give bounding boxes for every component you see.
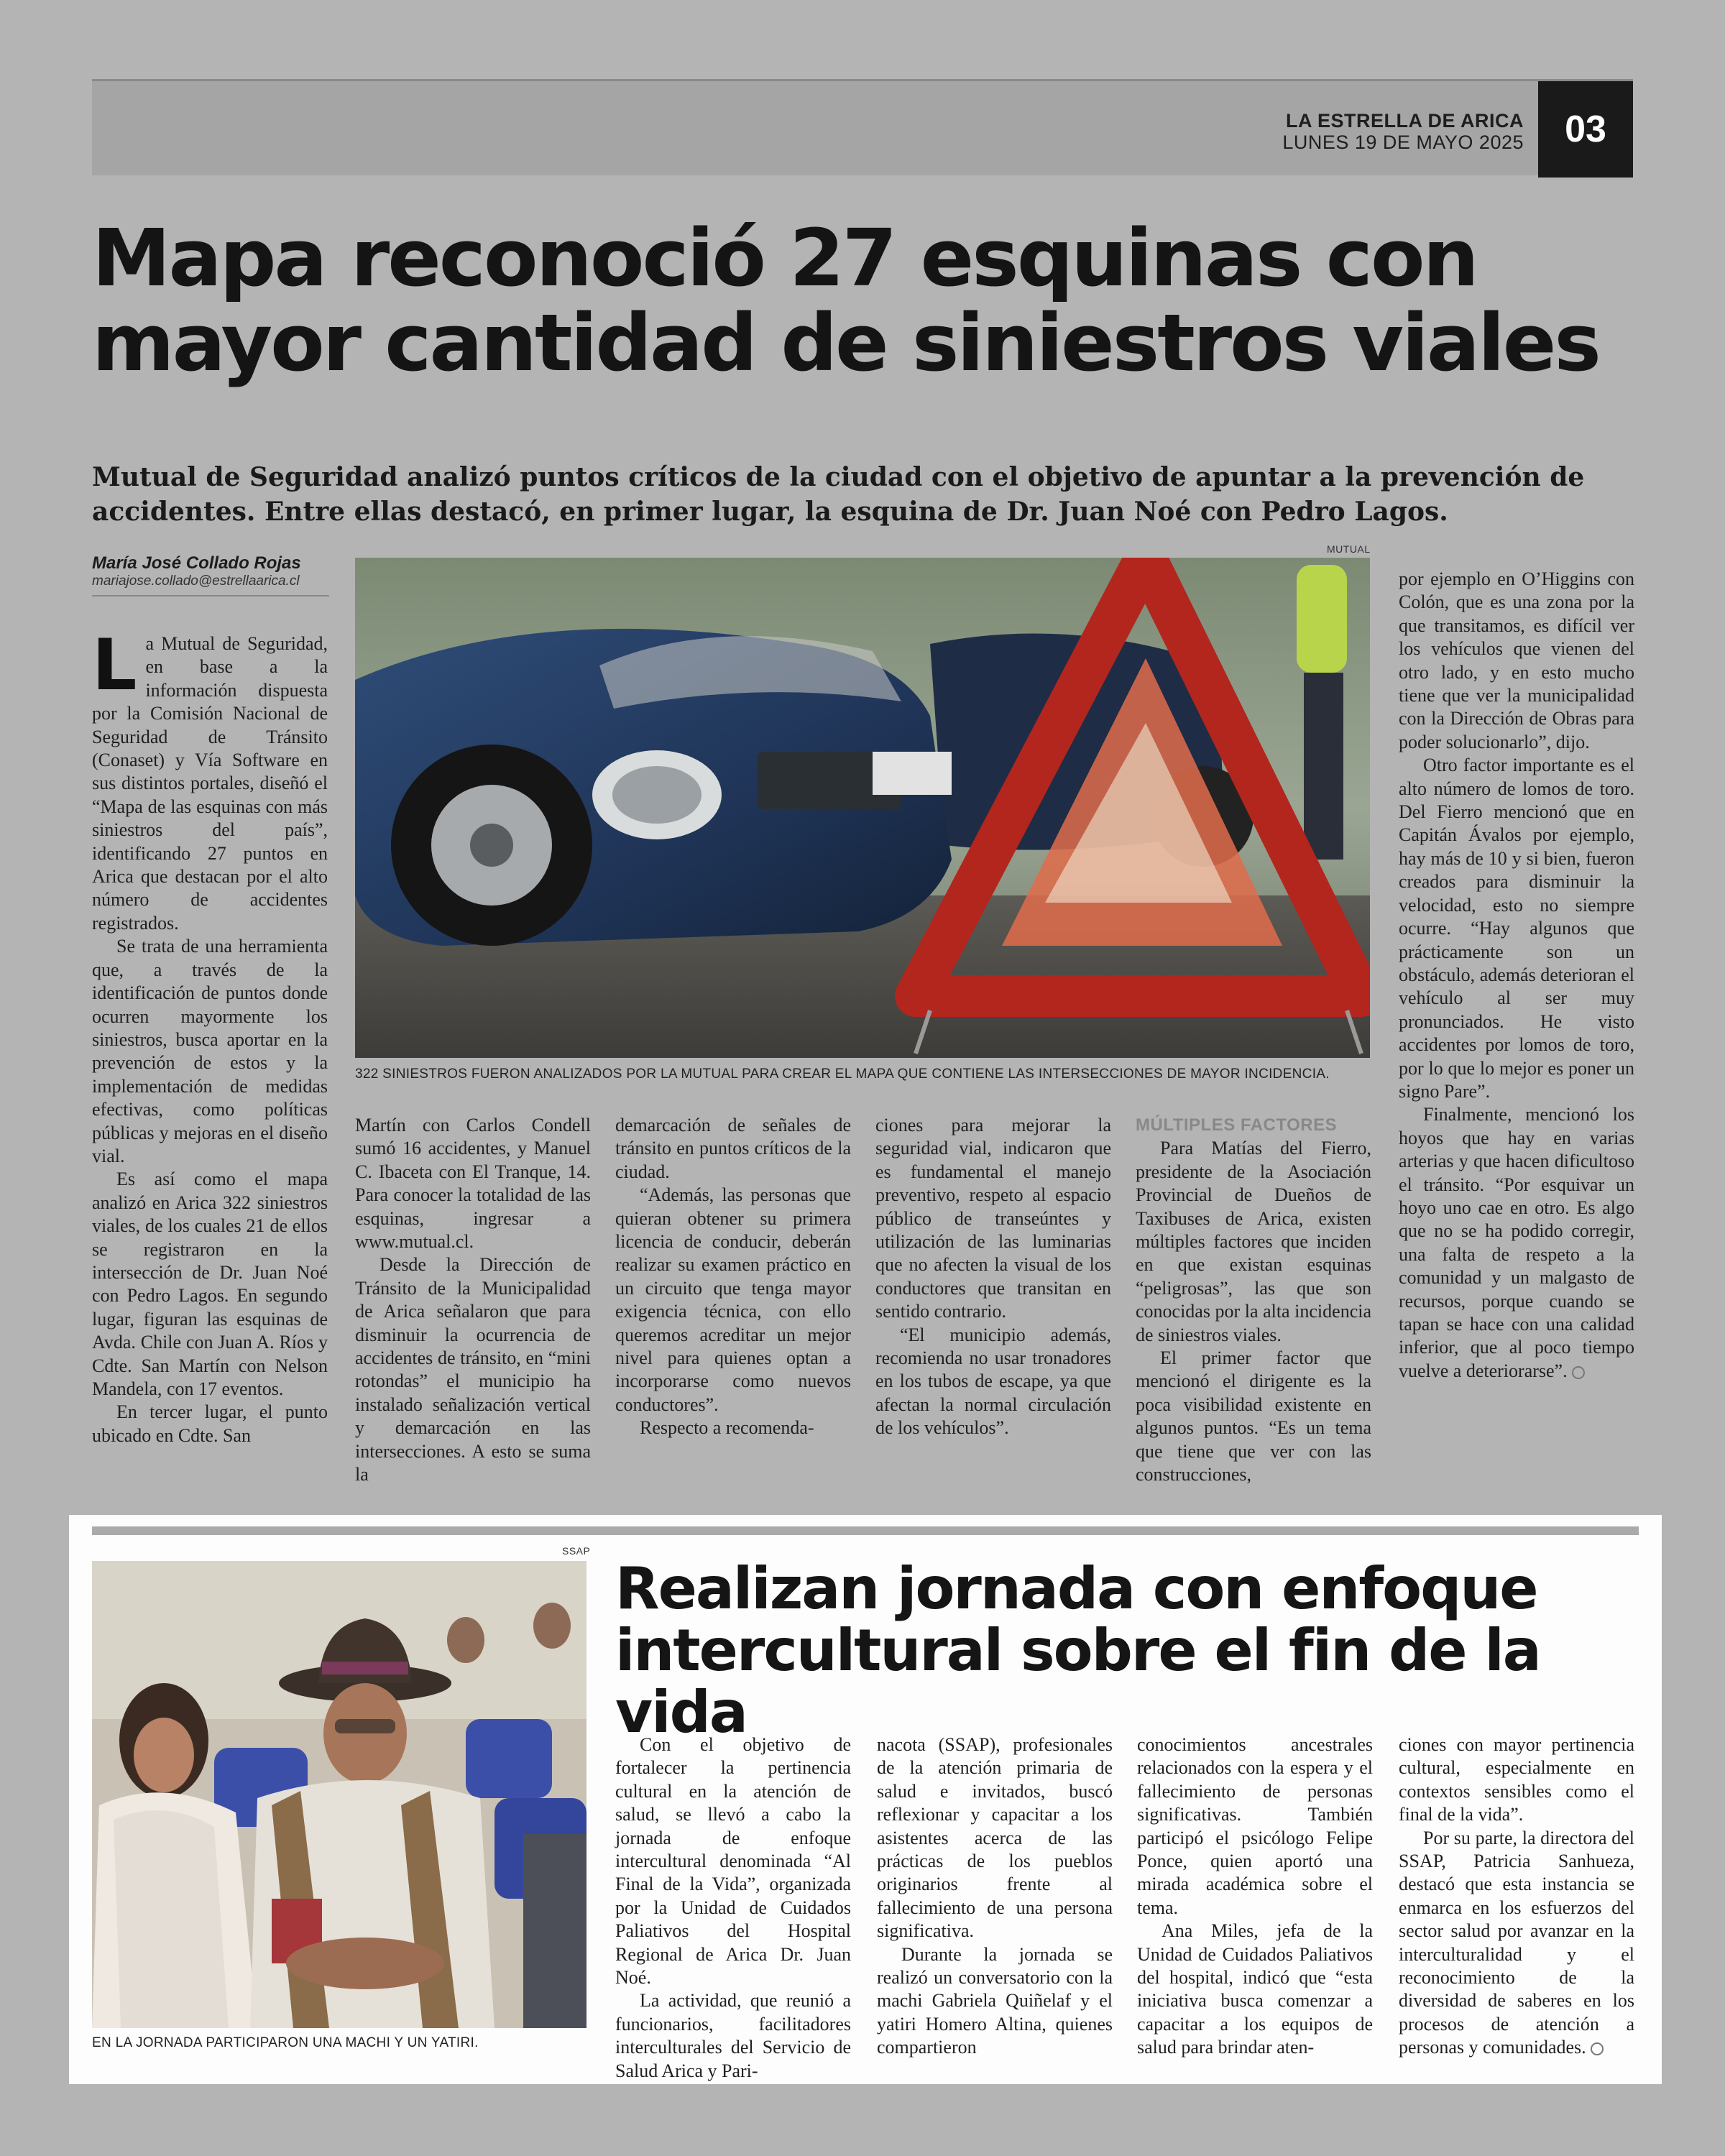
story2-top-rule [92, 1526, 1639, 1535]
newspaper-name: LA ESTRELLA DE ARICA [1286, 110, 1524, 132]
story1-paragraph: Martín con Carlos Condell sumó 16 accidentes, y Manuel C. Ibaceta con El Tranque, 14. Para conocer la totalidad de las esquinas, ingresar a www.mutual.cl. [355, 1115, 591, 1253]
story1-paragraph: Otro factor importante es el alto número de lomos de toro. Del Fierro mencionó que en Capitán Ávalos por ejemplo, hay más de 10 y si bien, fueron creados para disminuir la velocidad, esto no siempre ocurre. “Hay algunos que prácticamente son un obstáculo, además deterioran el vehículo al ser muy pronunciados. He visto accidentes por lomos de toro, por lo que lo mejor es poner un signo Pare”. [1399, 755, 1634, 1102]
story1-column-6 [1399, 568, 1634, 1383]
story1-paragraph [92, 625, 328, 935]
author-name: María José Collado Rojas [92, 553, 301, 573]
story2-box [69, 1515, 1662, 2084]
story2-column-4 [1399, 1733, 1634, 2060]
ceremony-photo-illustration [92, 1561, 586, 2028]
story1-lead: Mutual de Seguridad analizó puntos críticos de la ciudad con el objetivo de apuntar a la prevención de accidentes. Entre ellas destacó, en primer lugar, la esquina de Dr. Juan Noé con Pedro Lagos. [92, 462, 1585, 527]
photo-caption: 322 SINIESTROS FUERON ANALIZADOS POR LA MUTUAL PARA CREAR EL MAPA QUE CONTIENE LAS INTERSECCIONES DE MAYOR INCIDENCIA. [355, 1067, 1330, 1082]
story2-paragraph [1399, 1827, 1634, 2060]
story1-paragraph: demarcación de señales de tránsito en puntos críticos de la ciudad. [615, 1115, 851, 1182]
story2-paragraph: Durante la jornada se realizó un conversatorio con la machi Gabriela Quiñelaf y el yatiri Homero Altina, quienes compartieron [877, 1943, 1113, 2058]
ceremony-photo [92, 1561, 586, 2028]
story1-paragraph [1399, 1103, 1634, 1383]
story2-paragraph: nacota (SSAP), profesionales de la atención primaria de salud e invitados, buscó reflexionar y capacitar a los asistentes acerca de las prácticas de los pueblos originarios frente al fallecimiento de una persona significativa. [877, 1734, 1113, 1942]
photo2-credit: SSAP [562, 1545, 591, 1557]
story2-paragraph: La actividad, que reunió a funcionarios, facilitadores interculturales del Servicio de Salud Arica y Pari- [615, 1990, 851, 2081]
page-header [92, 79, 1633, 175]
issue-date: LUNES 19 DE MAYO 2025 [1282, 132, 1524, 153]
photo2-caption: EN LA JORNADA PARTICIPARON UNA MACHI Y UN YATIRI. [92, 2035, 479, 2050]
section-subhead: MÚLTIPLES FACTORES [1136, 1115, 1338, 1135]
story2-paragraph: ciones con mayor pertinencia cultural, especialmente en contextos sensibles como el final de la vida”. [1399, 1734, 1634, 1825]
story1-column-1 [92, 625, 328, 1447]
end-mark-icon [1591, 2042, 1604, 2055]
story1-column-3 [615, 1114, 851, 1440]
photo-credit: MUTUAL [1327, 543, 1371, 555]
story1-paragraph: Es así como el mapa analizó en Arica 322 siniestros viales, de los cuales 21 de ellos se registraron en la intersección de Dr. Juan Noé con Pedro Lagos. En segundo lugar, figuran las esquinas de Avda. Chile con Juan A. Ríos y Cdte. San Martín con Nelson Mandela, con 17 eventos. [92, 1169, 328, 1399]
page-number: 03 [1538, 81, 1633, 178]
author-email[interactable]: mariajose.collado@estrellaarica.cl [92, 573, 300, 589]
accident-photo-illustration [355, 558, 1370, 1058]
story2-headline: Realizan jornada con enfoque intercultural sobre el fin de la vida [615, 1555, 1540, 1746]
story1-paragraph: Se trata de una herramienta que, a través de la identificación de puntos donde ocurren mayormente los siniestros, busca aportar en la prevención de estos y la implementación de medidas efectivas, como políticas públicas y mejoras en el diseño vial. [92, 936, 328, 1166]
story1-paragraph: El primer factor que mencionó el dirigente es la poca visibilidad existente en algunos puntos. “Es un tema que tiene que ver con las construcciones, [1136, 1348, 1371, 1485]
header-masthead [1282, 110, 1524, 153]
story1-paragraph: por ejemplo en O’Higgins con Colón, que es una zona por la que transitamos, es difícil ver los vehículos que vienen del otro lado, y en esto mucho tiene que ver la municipalidad con la Dirección de Obras para poder solucionarlo”, dijo. [1399, 568, 1634, 752]
accident-photo [355, 558, 1370, 1058]
story2-column-2 [877, 1733, 1113, 2060]
story1-paragraph: En tercer lugar, el punto ubicado en Cdte. San [92, 1401, 328, 1446]
end-mark-icon [1572, 1366, 1585, 1379]
byline [92, 553, 329, 596]
story1-paragraph: Desde la Dirección de Tránsito de la Municipalidad de Arica señalaron que para disminuir la ocurrencia de accidentes de tránsito, en “mini rotondas” el municipio ha instalado señalización vertical y demarcación en las intersecciones. A esto se suma la [355, 1254, 591, 1485]
story1-paragraph: “Además, las personas que quieran obtener su primera licencia de conducir, deberán realizar su examen práctico en un circuito que tenga mayor exigencia técnica, con ello queremos acreditar un mejor nivel para quienes optan a incorporarse como nuevos conductores”. [615, 1184, 851, 1415]
paragraph-text: Por su parte, la directora del SSAP, Patricia Sanhueza, destacó que esta instancia se enmarca en los esfuerzos del sector salud por avanzar en la interculturalidad y el reconocimiento de la diversidad de saberes en los procesos de atención a personas y comunidades. [1399, 1827, 1634, 2058]
story1-column-5 [1136, 1114, 1371, 1487]
story2-column-1 [615, 1733, 851, 2083]
paragraph-text: Finalmente, mencionó los hoyos que hay en varias arterias y que hacen dificultoso el tránsito. “Por esquivar un hoyo uno cae en otro. Es algo que no se ha podido corregir, una falta de respeto a la comunidad y un malgasto de recursos, porque cuando se tapan se hace con una calidad inferior, que al poco tiempo vuelve a deteriorarse”. [1399, 1104, 1634, 1381]
story2-paragraph: conocimientos ancestrales relacionados con la espera y el fallecimiento de personas significativas. También participó el psicólogo Felipe Ponce, quien aportó una mirada académica sobre el tema. [1137, 1734, 1373, 1918]
story2-paragraph: Con el objetivo de fortalecer la pertinencia cultural en la atención de salud, se llevó a cabo la jornada de enfoque intercultural denominada “Al Final de la Vida”, organizada por la Unidad de Cuidados Paliativos del Hospital Regional de Arica Dr. Juan Noé. [615, 1734, 851, 1989]
drop-cap: L [92, 625, 137, 706]
story1-column-2 [355, 1114, 591, 1487]
story1-column-4 [875, 1114, 1111, 1440]
story1-headline: Mapa reconoció 27 esquinas con mayor cantidad de siniestros viales [92, 212, 1599, 389]
paragraph-text: a Mutual de Seguridad, en base a la información dispuesta por la Comisión Nacional de Seguridad de Tránsito (Conaset) y Vía Software en sus distintos portales, diseñó el “Mapa de las esquinas con más siniestros del país”, identificando 27 puntos en Arica que destacan por el alto número de accidentes registrados. [92, 633, 328, 934]
story2-paragraph: Ana Miles, jefa de la Unidad de Cuidados Paliativos del hospital, indicó que “esta iniciativa busca comenzar a capacitar a los equipos de salud para brindar aten- [1137, 1920, 1373, 2058]
story1-paragraph: Para Matías del Fierro, presidente de la Asociación Provincial de Dueños de Taxibuses de Arica, existen múltiples factores que inciden en que existan esquinas “peligrosas”, las que son conocidas por la alta incidencia de siniestros viales. [1136, 1138, 1371, 1345]
story1-paragraph: ciones para mejorar la seguridad vial, indicaron que es fundamental el manejo preventivo, respeto al espacio público de transeúntes y utilización de las luminarias que no afecten la visual de los conductores que transitan en sentido contrario. [875, 1115, 1111, 1322]
story2-column-3 [1137, 1733, 1373, 2060]
story1-paragraph: “El municipio además, recomienda no usar tronadores en los tubos de escape, ya que afectan la normal circulación de los vehículos”. [875, 1324, 1111, 1439]
story1-paragraph: Respecto a recomenda- [640, 1417, 814, 1439]
